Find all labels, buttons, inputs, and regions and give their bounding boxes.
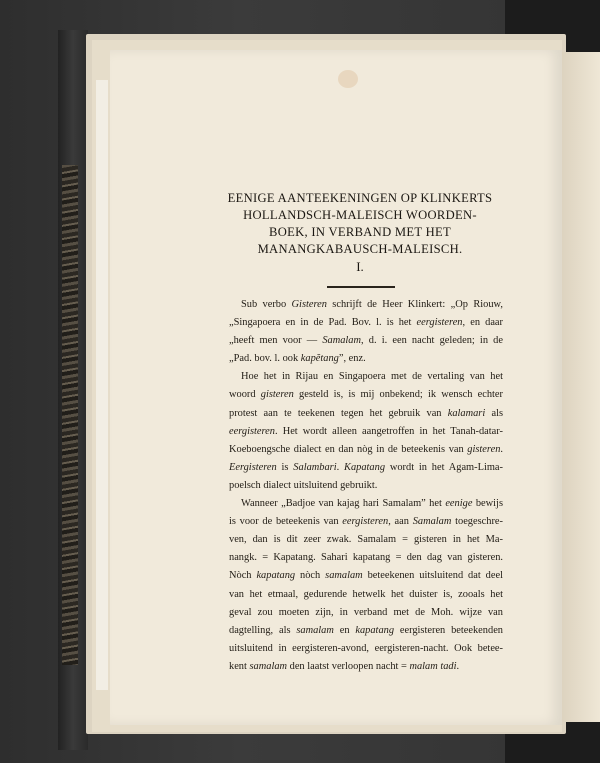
italic-term: samalam xyxy=(325,570,363,582)
paragraph xyxy=(229,368,503,495)
italic-term: Samalam xyxy=(412,516,452,528)
italic-term: eergisteren xyxy=(416,317,463,329)
italic-term: Eergisteren xyxy=(229,461,277,473)
heading-line: MANANGKABAUSCH-MALEISCH. xyxy=(257,242,463,256)
heading-line: BOEK, IN VERBAND MET HET xyxy=(269,225,451,239)
italic-term: kapatang xyxy=(355,624,395,636)
italic-term: kapĕtang xyxy=(300,353,339,365)
text-line: „heeft men voor — Samalam, d. i. een nacht geleden; in de xyxy=(229,335,503,347)
italic-term: Salambari xyxy=(293,461,337,473)
text-line: nangk. = Kapatang. Sahari kapatang = den dag van gisteren. xyxy=(229,552,503,564)
text-line: Hoe het in Rijau en Singapoera met de vertaling van het xyxy=(241,371,503,383)
heading-line: HOLLANDSCH-MALEISCH WOORDEN- xyxy=(243,208,477,222)
marbled-edge xyxy=(62,165,78,665)
text-line: kent samalam den laatst verloopen nacht = malam tadi. xyxy=(229,660,460,672)
italic-term: kalamari xyxy=(447,407,486,419)
text-line: woord gisteren gesteld is, is mij onbekend; ik wensch echter xyxy=(229,389,503,401)
text-line: „Pad. bov. l. ook kapĕtang”, enz. xyxy=(229,353,366,365)
text-line: van het etmaal, gedurende hetwelk het duister is, zooals het xyxy=(229,588,503,600)
italic-term: samalam xyxy=(249,660,288,672)
body-text xyxy=(229,296,503,676)
text-line: uitsluitend in eergisteren-avond, eergisteren-nacht. Ook betee- xyxy=(229,642,503,654)
italic-term: kapatang xyxy=(256,570,296,582)
italic-term: samalam xyxy=(296,624,334,636)
text-line: Koeboengsche dialect en dan nòg in de beteekenis van gisteren. xyxy=(229,443,503,455)
text-line: eergisteren. Het wordt alleen aangetroffen in het Tanah-datar- xyxy=(229,425,503,437)
library-stamp xyxy=(338,70,358,88)
heading-line: EENIGE AANTEEKENINGEN OP KLINKERTS xyxy=(227,191,493,205)
text-line: Sub verbo Gisteren schrijft de Heer Klinkert: „Op Riouw, xyxy=(241,299,503,310)
text-line: poelsch dialect uitsluitend gebruikt. xyxy=(229,479,378,491)
text-line: dagtelling, als samalam en kapatang eergisteren beteekenden xyxy=(229,624,503,636)
italic-term: eergisteren xyxy=(229,425,275,437)
text-line: is voor de beteekenis van eergisteren, aan Samalam toegeschre- xyxy=(229,516,503,528)
italic-term: Samalam xyxy=(322,335,362,347)
text-line: geval zou moeten zijn, in verband met de Moh. wijze van xyxy=(229,606,503,618)
italic-term: malam tadi xyxy=(409,660,457,672)
italic-term: eenige xyxy=(445,498,473,510)
text-line: ven, dan is dit zeer zwak. Samalam = gisteren in het Ma- xyxy=(229,534,503,546)
italic-term: eergisteren xyxy=(342,516,389,528)
italic-term: Gisteren xyxy=(291,299,327,310)
inserted-slip xyxy=(96,80,108,690)
text-line: „Singapoera en in de Pad. Bov. l. is het eergisteren, en daar xyxy=(229,317,504,329)
text-line: protest aan te teekenen tegen het gebruik van kalamari als xyxy=(229,407,503,419)
italic-term: gisteren xyxy=(467,443,501,455)
text-line: Wanneer „Badjoe van kajag hari Samalam” het eenige bewijs xyxy=(241,498,503,510)
section-rule xyxy=(327,286,395,288)
text-line: Eergisteren is Salambari. Kapatang wordt in het Agam-Lima- xyxy=(229,461,503,473)
italic-term: Kapatang xyxy=(344,461,386,473)
text-line: Nòch kapatang nòch samalam beteekenen uitsluitend dat deel xyxy=(229,570,503,582)
paragraph xyxy=(229,296,503,368)
section-number: I. xyxy=(356,259,364,274)
italic-term: gisteren xyxy=(260,389,294,401)
article-heading xyxy=(215,190,505,258)
paragraph xyxy=(229,495,503,676)
